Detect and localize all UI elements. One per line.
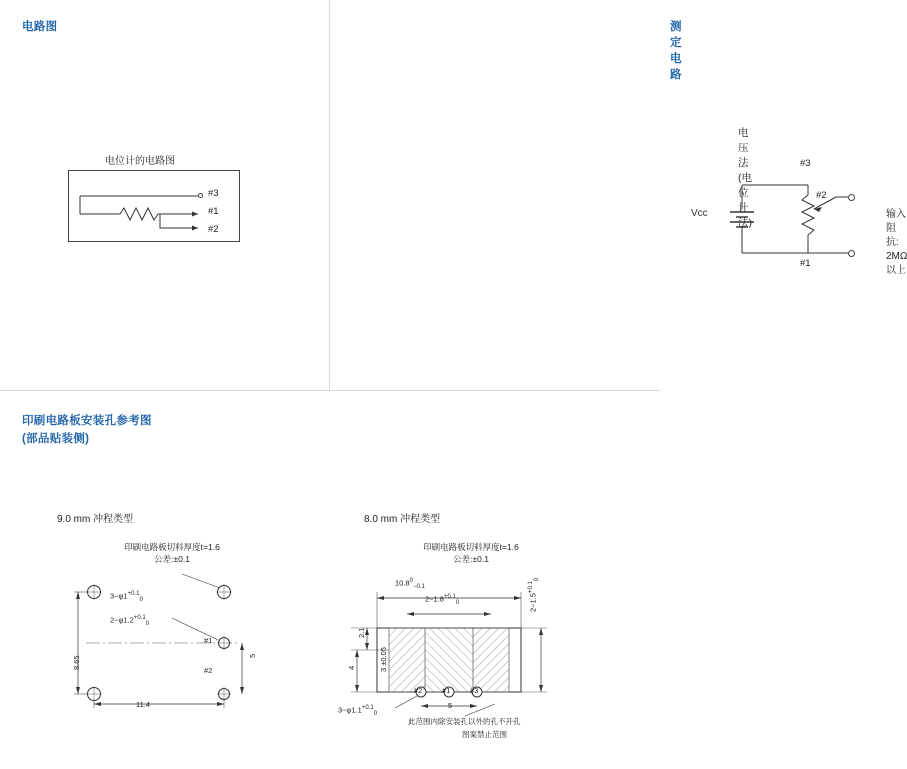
meas-terminal-label-3: #3	[800, 158, 811, 169]
terminal-label-2: #2	[208, 224, 219, 235]
pcb-right-pin-1: #1	[442, 686, 451, 695]
measuring-circuit-schematic	[710, 165, 870, 275]
horizontal-divider	[0, 390, 660, 391]
pcb-right-hole3-label: $3-\varphi 1.1^{+0.1}_0$	[338, 705, 378, 717]
section-title-pcb-mounting: 印刷电路板安装孔参考图	[22, 415, 152, 427]
pcb-right-hatch-note-1: 此范围内除安装孔以外的孔不开孔	[408, 717, 521, 726]
pcb-left-caption: 9.0 mm 冲程类型	[57, 514, 134, 525]
impedance-line-2: 2MΩ 以上	[886, 251, 907, 276]
pcb-right-slot2-dim: $2-1.8^{+0.1}_0$	[425, 594, 460, 606]
pcb-left-height-dim: 8.65	[72, 655, 81, 670]
vcc-label: Vcc	[691, 208, 708, 219]
pcb-right-caption: 8.0 mm 冲程类型	[364, 514, 441, 525]
circuit-diagram-panel	[0, 0, 330, 390]
pcb-right-v3-dim: 3 ±0.05	[379, 647, 388, 672]
pcb-left-pin-1: #1	[204, 636, 213, 645]
pcb-left-note-line1: 印刷电路板切料厚度t=1.6	[124, 542, 220, 552]
pcb-right-note-line1: 印刷电路板切料厚度t=1.6	[423, 542, 519, 552]
pcb-right-bottom5-dim: 5	[448, 701, 453, 710]
measuring-method-title: 电压法(电位计法)	[738, 127, 752, 229]
pcb-left-drawing	[60, 582, 290, 712]
pcb-right-v4-dim: 4	[347, 665, 356, 670]
input-impedance-note	[886, 208, 907, 278]
potentiometer-caption: 电位计的电路图	[105, 156, 175, 167]
pcb-left-hole2-label: $2-\varphi 1.2^{+0.1}_0$	[110, 615, 150, 627]
measuring-circuit-panel	[330, 0, 907, 390]
terminal-dot-1-meas	[848, 250, 855, 257]
pcb-left-pin-2: #2	[204, 666, 213, 675]
pcb-right-note	[376, 541, 566, 565]
pcb-left-note-line2: 公差:±0.1	[154, 554, 190, 564]
pcb-right-note-line2: 公差:±0.1	[453, 554, 489, 564]
terminal-dot-2-meas	[848, 194, 855, 201]
pcb-right-hatch-note-2: 图案禁止范围	[462, 730, 507, 739]
impedance-line-1: 输入阻抗:	[886, 209, 906, 248]
meas-terminal-label-1: #1	[800, 258, 811, 269]
pcb-left-pitch-dim: 5	[248, 653, 257, 658]
pcb-left-note	[82, 541, 262, 565]
pcb-right-topwidth-dim: $10.8^0_{-0.1}$	[395, 578, 425, 590]
pcb-right-pin-3: #3	[470, 686, 479, 695]
pcb-left-hole3-label: $3-\varphi 1^{+0.1}_0$	[110, 591, 143, 603]
pcb-right-v21-dim: 2.1	[357, 627, 366, 638]
section-subtitle-pcb-mounting: (部品贴装侧)	[22, 433, 90, 445]
terminal-dot-3	[198, 193, 203, 198]
pcb-right-pin-2: #2	[414, 686, 423, 695]
terminal-label-3: #3	[208, 188, 219, 199]
terminal-label-1: #1	[208, 206, 219, 217]
meas-terminal-label-2: #2	[816, 190, 827, 201]
section-title-circuit-diagram: 电路图	[22, 21, 58, 33]
pcb-left-width-dim: 11.4	[136, 700, 151, 709]
pcb-right-rightslot-dim: $2-1.5^{+0.1}_0$	[528, 577, 540, 612]
section-title-measuring-circuit: 测定电路	[670, 21, 682, 81]
